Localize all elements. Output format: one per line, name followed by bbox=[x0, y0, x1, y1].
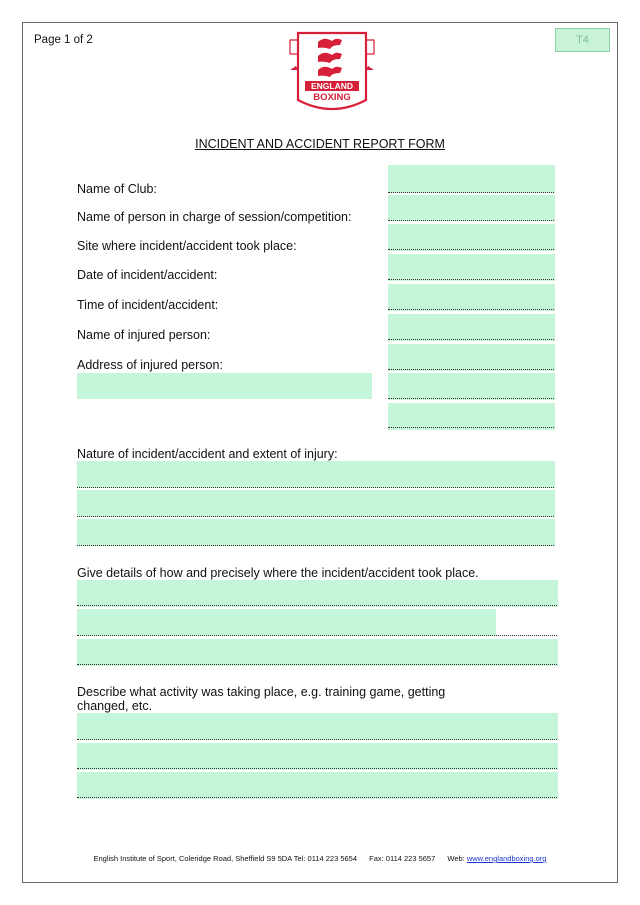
nature-field-3[interactable] bbox=[77, 519, 555, 546]
dotted-line bbox=[388, 397, 554, 399]
label-date: Date of incident/accident: bbox=[77, 268, 218, 282]
dotted-line bbox=[77, 604, 557, 606]
injured-name-field[interactable] bbox=[388, 314, 555, 341]
dotted-line bbox=[388, 248, 554, 250]
label-details: Give details of how and precisely where the incident/accident took place. bbox=[77, 566, 479, 580]
form-title: INCIDENT AND ACCIDENT REPORT FORM bbox=[195, 137, 445, 151]
logo-text-boxing: BOXING bbox=[313, 92, 351, 103]
details-field-2[interactable] bbox=[77, 609, 496, 636]
dotted-line bbox=[388, 308, 554, 310]
dotted-line bbox=[77, 663, 557, 665]
person-in-charge-field[interactable] bbox=[388, 195, 555, 221]
date-field[interactable] bbox=[388, 254, 555, 281]
activity-field-3[interactable] bbox=[77, 772, 558, 799]
dotted-line bbox=[388, 278, 554, 280]
dotted-line bbox=[77, 767, 557, 769]
dotted-line bbox=[388, 191, 554, 193]
label-time: Time of incident/accident: bbox=[77, 298, 219, 312]
label-activity-line2: changed, etc. bbox=[77, 699, 153, 713]
activity-field-1[interactable] bbox=[77, 713, 558, 740]
footer-web-label: Web: bbox=[447, 854, 465, 863]
footer-address: English Institute of Sport, Coleridge Road, Sheffield S9 5DA Tel: 0114 223 5654 bbox=[93, 854, 358, 863]
label-injured-name: Name of injured person: bbox=[77, 328, 211, 342]
dotted-line bbox=[77, 515, 554, 517]
label-person-in-charge: Name of person in charge of session/competition: bbox=[77, 210, 352, 224]
activity-field-2[interactable] bbox=[77, 743, 558, 770]
footer-web-link[interactable]: www.englandboxing.org bbox=[466, 854, 547, 863]
label-injured-address: Address of injured person: bbox=[77, 358, 223, 372]
footer bbox=[0, 854, 640, 863]
dotted-line bbox=[77, 796, 557, 798]
nature-field-2[interactable] bbox=[77, 490, 555, 517]
form-code-badge: T4 bbox=[555, 28, 610, 52]
dotted-line bbox=[77, 486, 554, 488]
details-field-3[interactable] bbox=[77, 639, 558, 666]
details-field-1[interactable] bbox=[77, 580, 558, 607]
label-club: Name of Club: bbox=[77, 182, 157, 196]
footer-fax: Fax: 0114 223 5657 bbox=[369, 854, 436, 863]
label-site: Site where incident/accident took place: bbox=[77, 239, 297, 253]
label-activity-line1: Describe what activity was taking place, e.g. training game, getting bbox=[77, 685, 446, 699]
time-field[interactable] bbox=[388, 284, 555, 311]
page-number: Page 1 of 2 bbox=[34, 34, 93, 46]
address-field-2[interactable] bbox=[388, 373, 555, 400]
dotted-line bbox=[388, 338, 554, 340]
dotted-line bbox=[388, 426, 554, 428]
address-field-1[interactable] bbox=[388, 344, 555, 371]
logo-text-england: ENGLAND bbox=[310, 81, 354, 91]
address-field-left[interactable] bbox=[77, 373, 372, 399]
nature-field-1[interactable] bbox=[77, 461, 555, 488]
england-boxing-logo bbox=[288, 30, 376, 120]
dotted-line bbox=[388, 368, 554, 370]
site-field[interactable] bbox=[388, 224, 555, 251]
dotted-line bbox=[77, 634, 557, 636]
club-field[interactable] bbox=[388, 165, 555, 193]
dotted-line bbox=[77, 544, 554, 546]
dotted-line bbox=[388, 219, 554, 221]
dotted-line bbox=[77, 738, 557, 740]
label-nature: Nature of incident/accident and extent of injury: bbox=[77, 447, 338, 461]
